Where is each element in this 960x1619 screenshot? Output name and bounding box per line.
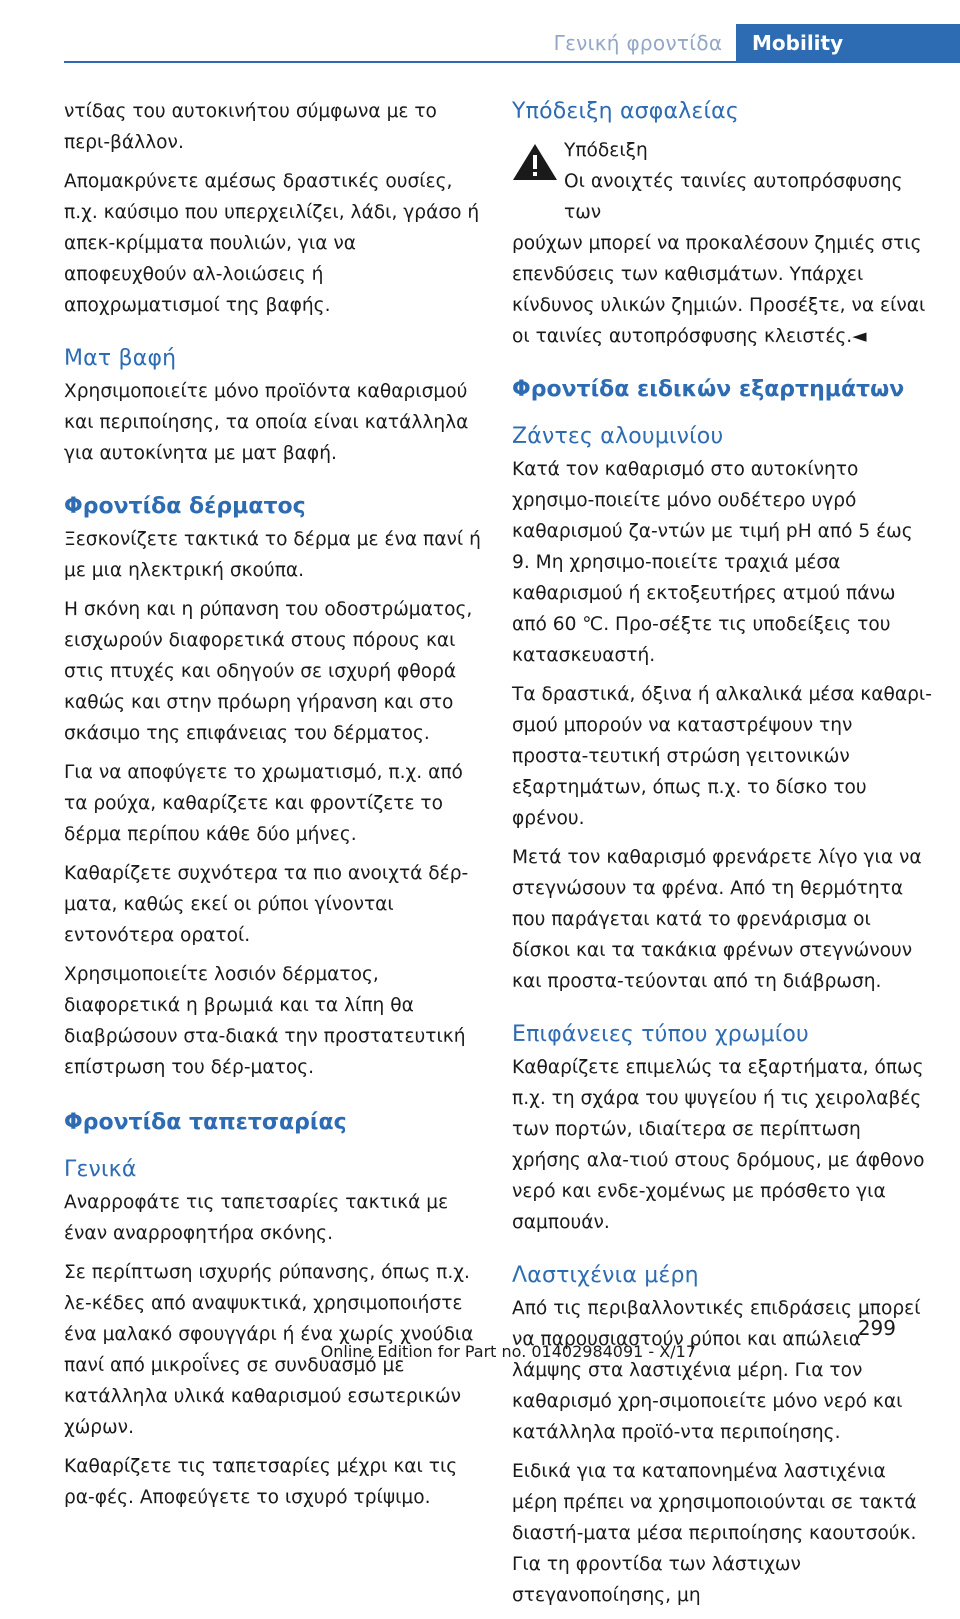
paragraph: ντίδας του αυτοκινήτου σύμφωνα με το περι-βάλλον.	[64, 101, 437, 153]
note-first-line: Οι ανοιχτές ταινίες αυτοπρόσφυσης των	[564, 171, 903, 223]
heading-general: Γενικά	[64, 1157, 137, 1182]
paragraph: Ειδικά για τα καταπονημένα λαστιχένια μέρη πρέπει να χρησιμοποιούνται σε τακτά διαστή-ματα μέσα περιποίησης καουτσούκ. Για τη φροντίδα των λάστιχων στεγανοποίησης, μη	[512, 1461, 917, 1606]
paragraph: Τα δραστικά, όξινα ή αλκαλικά μέσα καθαρι-σμού μπορούν να καταστρέψουν την προστα-τευτική στρώση γειτονικών εξαρτημάτων, όπως π.χ. το δίσκο του φρένου.	[512, 684, 932, 829]
heading-upholstery-care: Φροντίδα ταπετσαρίας	[64, 1110, 347, 1135]
paragraph: Μετά τον καθαρισμό φρενάρετε λίγο για να στεγνώσουν τα φρένα. Από τη θερμότητα που παράγεται κατά το φρενάρισμα οι δίσκοι και τα τακάκια φρένων στεγνώνουν και προστα-τεύονται από τη διάβρωση.	[512, 847, 922, 992]
right-column	[512, 96, 932, 1619]
edition-footer: Online Edition for Part no. 01402984091 - X/17	[320, 1342, 696, 1361]
paragraph: Για να αποφύγετε το χρωματισμό, π.χ. από τα ρούχα, καθαρίζετε και φροντίζετε το δέρμα περίπου κάθε δύο μήνες.	[64, 762, 463, 845]
paragraph: Χρησιμοποιείτε μόνο προϊόντα καθαρισμού και περιποίησης, τα οποία είναι κατάλληλα για αυτοκίνητα με ματ βαφή.	[64, 381, 469, 464]
header-tab-mobility: Mobility	[736, 24, 960, 62]
left-column	[64, 96, 484, 1521]
paragraph: Ξεσκονίζετε τακτικά το δέρμα με ένα πανί ή με μια ηλεκτρική σκούπα.	[64, 529, 481, 581]
heading-alloy-wheels: Ζάντες αλουμινίου	[512, 424, 724, 449]
heading-leather-care: Φροντίδα δέρματος	[64, 494, 306, 519]
paragraph: Από τις περιβαλλοντικές επιδράσεις μπορεί να παρουσιαστούν ρύποι και απώλεια λάμψης στα λαστιχένια μέρη. Για τον καθαρισμό χρη-σιμοποιείτε μόνο νερό και κατάλληλα προϊό-ντα περιποίησης.	[512, 1298, 921, 1443]
paragraph: Καθαρίζετε τις ταπετσαρίες μέχρι και τις ρα-φές. Αποφεύγετε το ισχυρό τρίψιμο.	[64, 1456, 458, 1508]
paragraph: Σε περίπτωση ισχυρής ρύπανσης, όπως π.χ. λε-κέδες από αναψυκτικά, χρησιμοποιήστε ένα μαλακό σφουγγάρι ή ένα χωρίς χνούδια πανί από μικροΐνες σε συνδυασμό με κατάλληλα υλικά καθαρισμού εσωτερικών χώρων.	[64, 1262, 474, 1438]
heading-chrome-surfaces: Επιφάνειες τύπου χρωμίου	[512, 1022, 809, 1047]
paragraph: Η σκόνη και η ρύπανση του οδοστρώματος, εισχωρούν διαφορετικά στους πόρους και στις πτυχές και οδηγούν σε ισχυρή φθορά καθώς και στην πρόωρη γήρανση και στο σκάσιμο της επιφάνειας του δέρματος.	[64, 599, 473, 744]
page-number: 299	[857, 1316, 896, 1340]
heading-rubber-parts: Λαστιχένια μέρη	[512, 1263, 699, 1288]
paragraph: Χρησιμοποιείτε λοσιόν δέρματος, διαφορετικά η βρωμιά και τα λίπη θα διαβρώσουν στα-διακά την προστατευτική επίστρωση του δέρ-ματος.	[64, 964, 466, 1078]
paragraph: Καθαρίζετε συχνότερα τα πιο ανοιχτά δέρ-ματα, καθώς εκεί οι ρύποι γίνονται εντονότερα ορατοί.	[64, 863, 469, 946]
heading-special-parts: Φροντίδα ειδικών εξαρτημάτων	[512, 377, 905, 402]
note-label: Υπόδειξη	[564, 140, 648, 161]
paragraph: Καθαρίζετε επιμελώς τα εξαρτήματα, όπως π.χ. τη σχάρα του ψυγείου ή τις χειρολαβές των πορτών, ιδιαίτερα σε περίπτωση χρήσης αλα-τιού στους δρόμους, με άφθονο νερό και ενδε-χομένως με πρόσθετο για σαμπουάν.	[512, 1057, 925, 1233]
paragraph: Κατά τον καθαρισμό στο αυτοκίνητο χρησιμο-ποιείτε μόνο ουδέτερο υγρό καθαρισμού ζα-ντών με τιμή pH από 5 έως 9. Μη χρησιμο-ποιείτε τραχιά μέσα καθαρισμού ή εκτοξευτήρες ατμού πάνω από 60 ℃. Προ-σέξτε τις υποδείξεις του κατασκευαστή.	[512, 459, 913, 666]
heading-matt-paint: Ματ βαφή	[64, 346, 177, 371]
warning-icon	[512, 142, 558, 182]
paragraph: Απομακρύνετε αμέσως δραστικές ουσίες, π.χ. καύσιμο που υπερχειλίζει, λάδι, γράσο ή απεκ-κρίμματα πουλιών, για να αποφευχθούν αλ-λοιώσεις ή αποχρωματισμοί της βαφής.	[64, 171, 480, 316]
header-divider	[64, 61, 960, 63]
paragraph: Αναρροφάτε τις ταπετσαρίες τακτικά με έναν αναρροφητήρα σκόνης.	[64, 1192, 449, 1244]
heading-safety-note: Υπόδειξη ασφαλείας	[512, 99, 739, 124]
note-text: ρούχων μπορεί να προκαλέσουν ζημιές στις επενδύσεις των καθισμάτων. Υπάρχει κίνδυνος υλικών ζημιών. Προσέξτε, να είναι οι ταινίες αυτοπρόσφυσης κλειστές.◄	[512, 233, 926, 347]
header-tab-general: Γενική φροντίδα	[553, 31, 723, 55]
